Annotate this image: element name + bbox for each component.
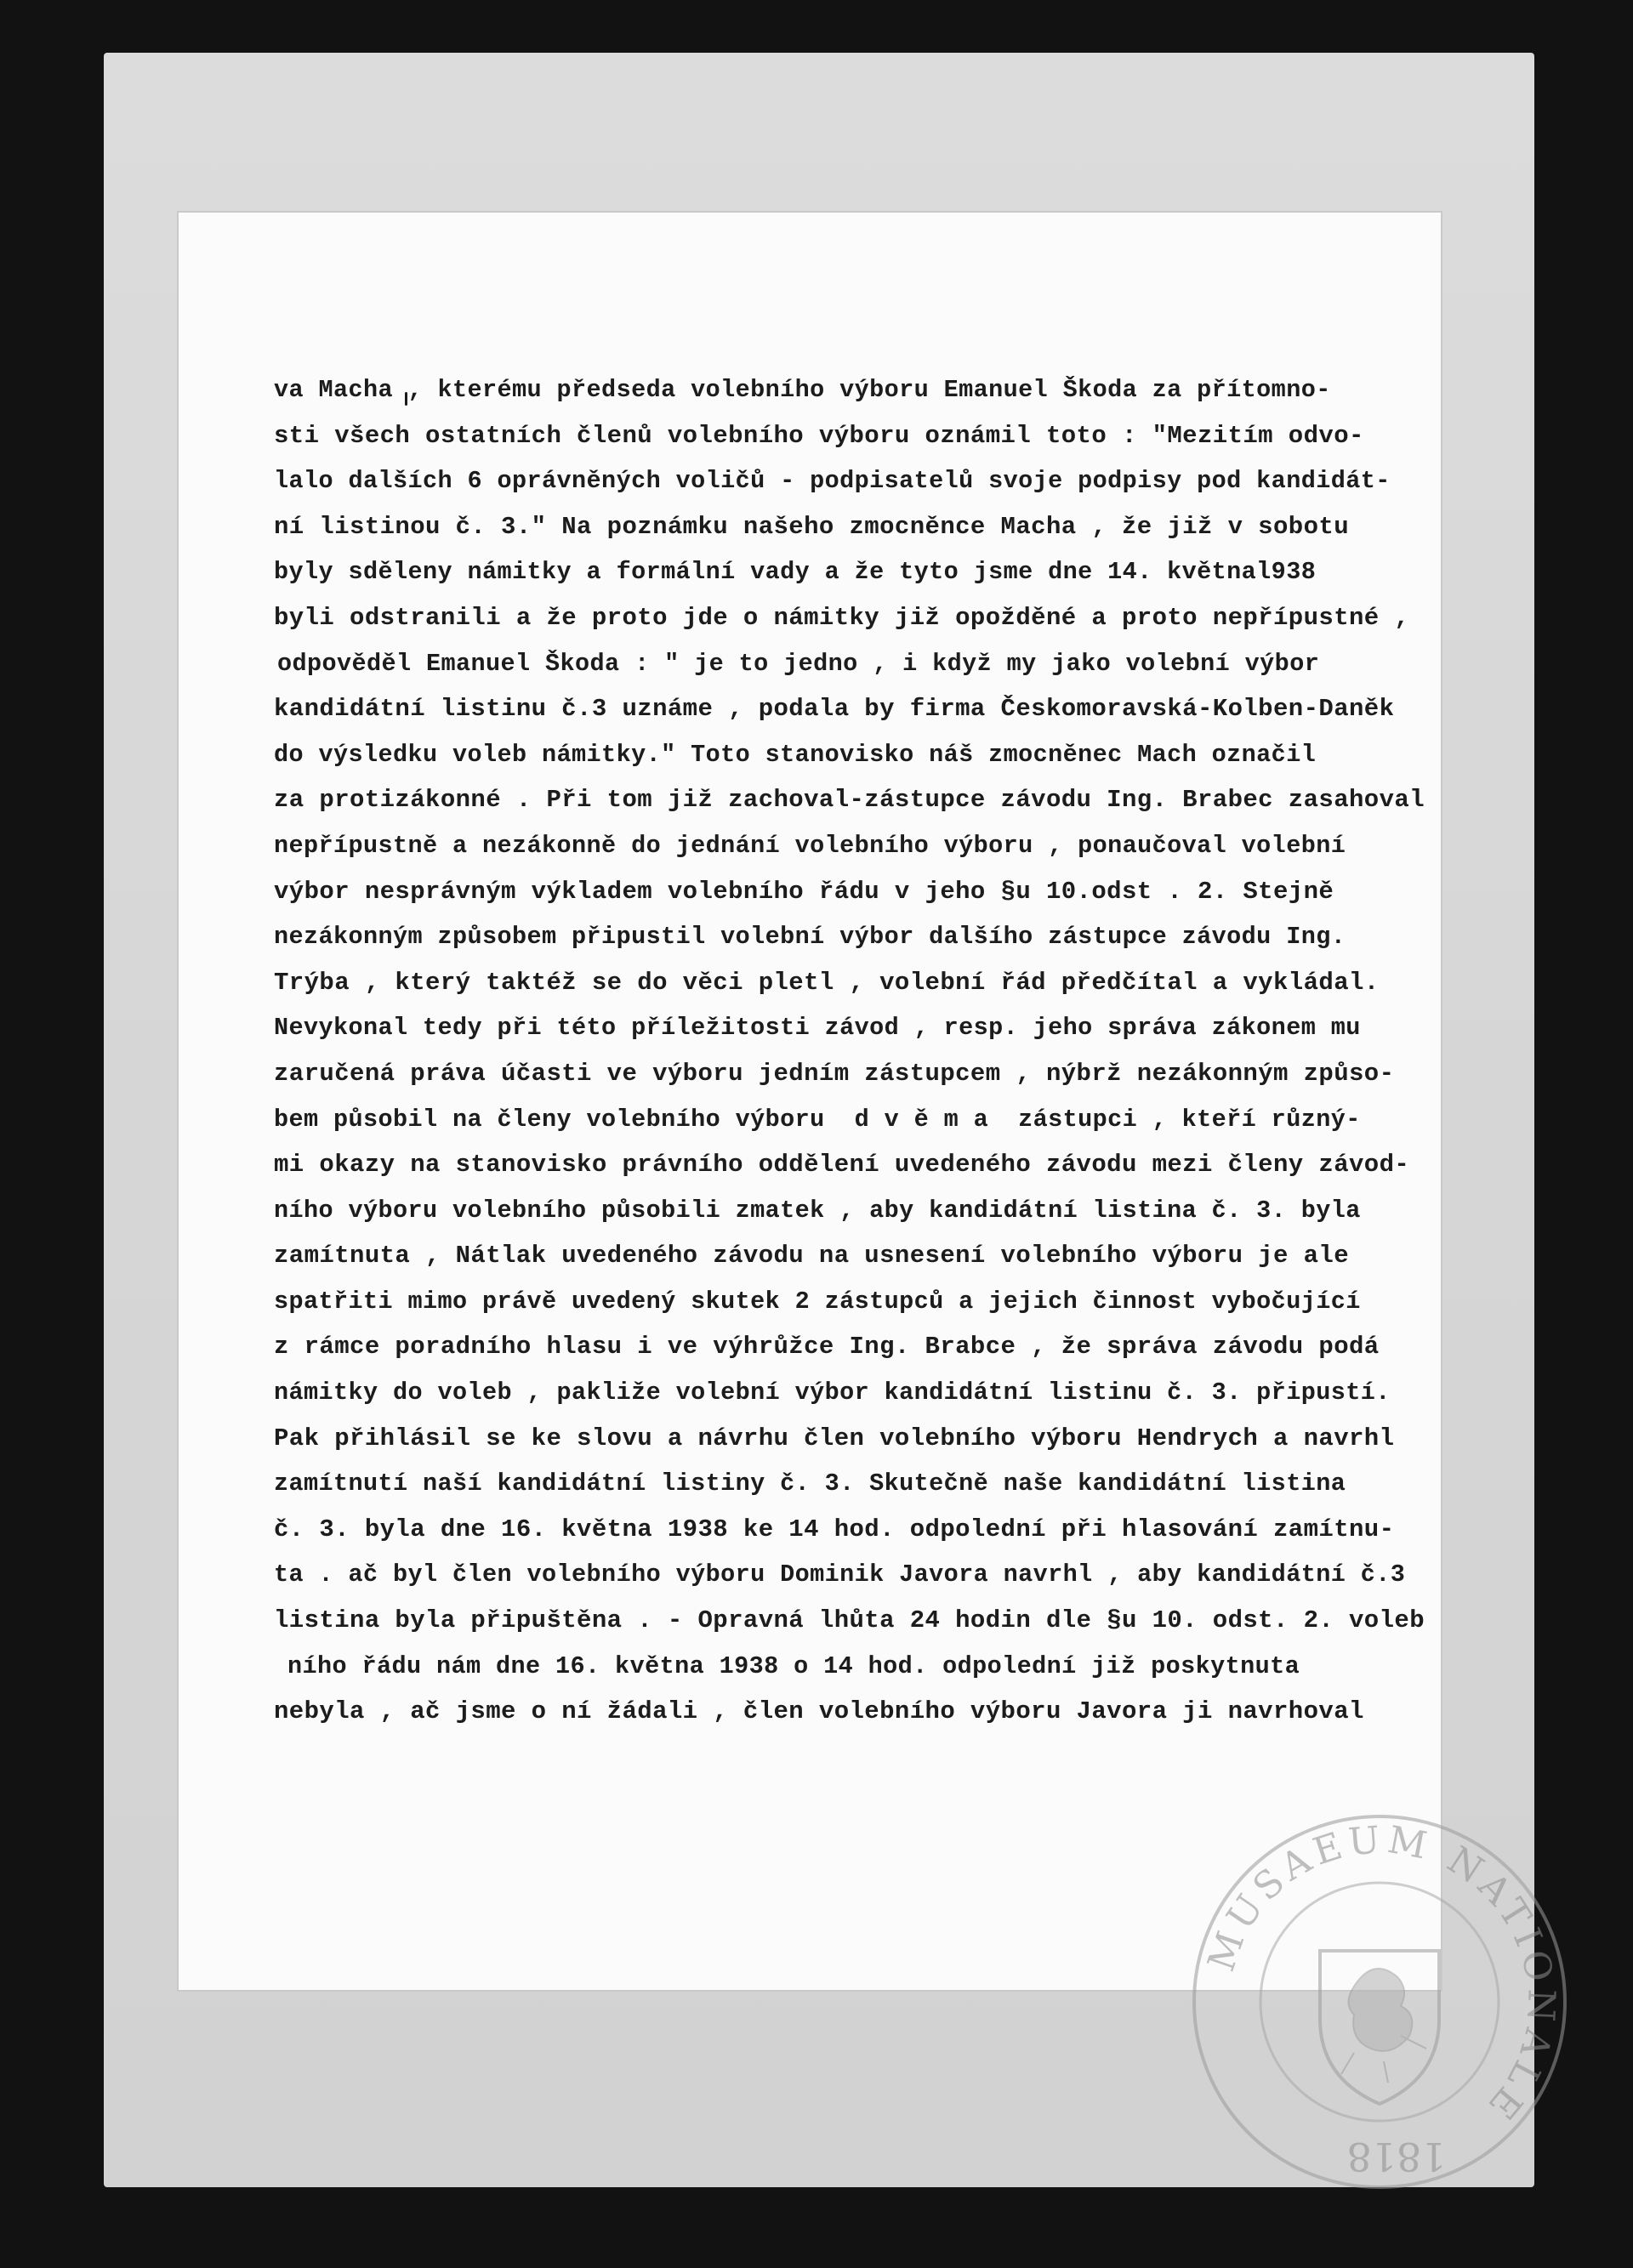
typed-document-page xyxy=(177,211,1442,1992)
text-line: Pak přihlásil se ke slovu a návrhu člen volebního výboru Hendrych a navrhl xyxy=(274,1424,1395,1452)
text-line: nebyla , ač jsme o ní žádali , člen volebního výboru Javora ji navrhoval xyxy=(274,1697,1364,1726)
text-line: zamítnutí naší kandidátní listiny č. 3. Skutečně naše kandidátní listina xyxy=(274,1469,1346,1498)
text-line: ního řádu nám dne 16. května 1938 o 14 hod. odpolední již poskytnuta xyxy=(287,1651,1300,1680)
text-line: nezákonným způsobem připustil volební výbor dalšího zástupce závodu Ing. xyxy=(274,923,1346,952)
text-line: ta . ač byl člen volebního výboru Dominik Javora navrhl , aby kandidátní č.3 xyxy=(274,1560,1406,1589)
text-line: zamítnuta , Nátlak uvedeného závodu na usnesení volebního výboru je ale xyxy=(274,1242,1350,1270)
text-line: byli odstranili a že proto jde o námitky již opožděné a proto nepřípustné , xyxy=(274,603,1410,632)
text-line: nepřípustně a nezákonně do jednání volebního výboru , ponaučoval volební xyxy=(274,831,1346,860)
lion-icon xyxy=(1320,1951,1439,2104)
typed-text-block xyxy=(274,367,1465,1735)
text-line: námitky do voleb , pakliže volební výbor kandidátní listinu č. 3. připustí. xyxy=(274,1378,1391,1407)
text-line: ní listinou č. 3." Na poznámku našeho zmocněnce Macha , že již v sobotu xyxy=(274,512,1350,541)
text-line: va Macha , kterému předseda volebního výboru Emanuel Škoda za přítomno- xyxy=(274,376,1331,404)
text-line: bem působil na členy volebního výboru d v ě m a zástupci , kteří různý- xyxy=(274,1105,1361,1134)
text-line: byly sděleny námitky a formální vady a že tyto jsme dne 14. květnal938 xyxy=(274,558,1317,587)
text-line: mi okazy na stanovisko právního oddělení uvedeného závodu mezi členy závod- xyxy=(274,1151,1410,1179)
stamp-inscription: MUSAEUM NATIONALE xyxy=(1199,1817,1563,2131)
text-line: do výsledku voleb námitky." Toto stanovisko náš zmocněnec Mach označil xyxy=(274,740,1317,769)
text-line: listina byla připuštěna . - Opravná lhůta 24 hodin dle §u 10. odst. 2. voleb xyxy=(274,1606,1425,1635)
text-line: z rámce poradního hlasu i ve výhrůžce Ing. Brabce , že správa závodu podá xyxy=(274,1333,1380,1361)
text-line: sti všech ostatních členů volebního výboru oznámil toto : "Mezitím odvo- xyxy=(274,421,1364,450)
text-line: zaručená práva účasti ve výboru jedním zástupcem , nýbrž nezákonným způso- xyxy=(274,1059,1395,1088)
text-line: lalo dalších 6 oprávněných voličů - podpisatelů svoje podpisy pod kandidát- xyxy=(274,467,1391,496)
museum-stamp xyxy=(1184,1806,1575,2197)
text-line: Trýba , který taktéž se do věci pletl , volební řád předčítal a vykládal. xyxy=(274,968,1380,997)
text-line: odpověděl Emanuel Škoda : " je to jedno , i když my jako volební výbor xyxy=(277,649,1320,678)
text-line: kandidátní listinu č.3 uznáme , podala by firma Českomoravská-Kolben-Daněk xyxy=(274,695,1395,724)
text-line: ního výboru volebního působili zmatek , aby kandidátní listina č. 3. byla xyxy=(274,1196,1361,1225)
text-line: č. 3. byla dne 16. května 1938 ke 14 hod. odpolední při hlasování zamítnu- xyxy=(274,1515,1395,1543)
text-line: za protizákonné . Při tom již zachoval-zástupce závodu Ing. Brabec zasahoval xyxy=(274,786,1425,815)
text-line: výbor nesprávným výkladem volebního řádu v jeho §u 10.odst . 2. Stejně xyxy=(274,877,1334,906)
text-line: spatřiti mimo právě uvedený skutek 2 zástupců a jejich činnost vybočující xyxy=(274,1287,1361,1316)
stamp-year: 1818 xyxy=(1346,2134,1447,2180)
text-line: Nevykonal tedy při této příležitosti závod , resp. jeho správa zákonem mu xyxy=(274,1014,1361,1043)
